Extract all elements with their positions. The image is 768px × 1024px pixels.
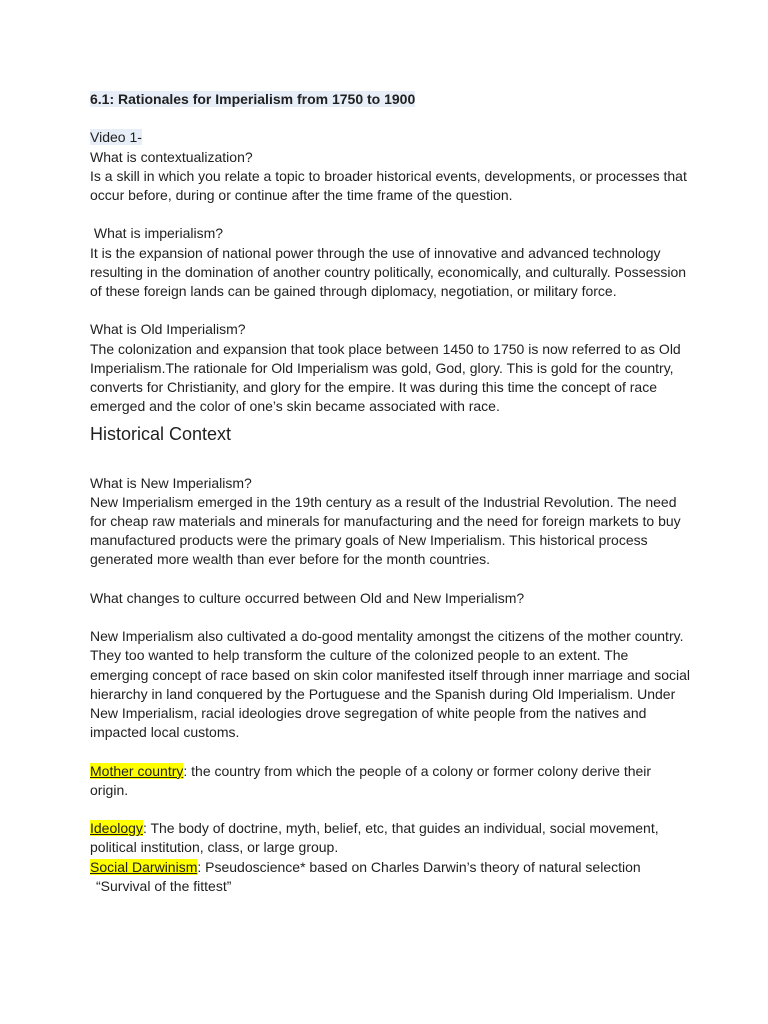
question-culture-changes: What changes to culture occurred between Old and New Imperialism? <box>90 589 525 606</box>
answer-culture-changes: New Imperialism also cultivated a do-good mentality amongst the citizens of the mother country. They too wanted to help transform the culture of the colonized people to an extent. The emerging concept of race based on skin color manifested itself through inner marriage and social hierarchy in land conquered by the Portuguese and the Spanish during Old Imperialism. Under New Imperialism, racial ideologies drove segregation of white people from the natives and impacted local customs. <box>90 628 690 741</box>
question-imperialism: What is imperialism? <box>90 225 224 242</box>
term-social-darwinism-definition: : Pseudoscience* based on Charles Darwin’s theory of natural selection <box>197 858 641 875</box>
spacer <box>90 454 690 473</box>
spacer <box>90 800 690 819</box>
term-social-darwinism <box>90 858 690 877</box>
section-heading-historical-context: Historical Context <box>90 424 232 445</box>
answer-contextualization: Is a skill in which you relate a topic to broader historical events, developments, or processes that occur before, during or continue after the time frame of the question. <box>90 167 687 203</box>
question-new-imperialism: What is New Imperialism? <box>90 474 252 491</box>
term-mother-country-definition: : the country from which the people of a colony or former colony derive their origin. <box>90 762 652 798</box>
spacer <box>90 742 690 761</box>
spacer <box>90 570 690 589</box>
page-title: 6.1: Rationales for Imperialism from 1750 to 1900 <box>90 91 416 107</box>
term-ideology-definition: : The body of doctrine, myth, belief, etc, that guides an individual, social movement, political institution, class, or large group. <box>90 820 659 856</box>
term-mother-country-label: Mother country <box>90 762 184 779</box>
survival-quote: “Survival of the fittest” <box>96 877 232 894</box>
term-ideology <box>90 819 690 857</box>
question-contextualization: What is contextualization? <box>90 148 253 165</box>
term-ideology-label: Ideology <box>90 820 143 837</box>
video-label: Video 1- <box>90 129 142 146</box>
spacer <box>90 109 690 128</box>
spacer <box>90 608 690 627</box>
document-page <box>90 90 690 896</box>
term-social-darwinism-label: Social Darwinism <box>90 858 198 875</box>
term-mother-country <box>90 762 690 800</box>
answer-imperialism: It is the expansion of national power through the use of innovative and advanced technology resulting in the domination of another country politically, economically, and culturally. Possession of these foreign lands can be gained through diplomacy, negotiation, or military force. <box>90 244 687 299</box>
answer-new-imperialism: New Imperialism emerged in the 19th century as a result of the Industrial Revolution. The need for cheap raw materials and minerals for manufacturing and the need for foreign markets to buy manufactured products were the primary goals of New Imperialism. This historical process generated more wealth than ever before for the month countries. <box>90 493 681 568</box>
video-label-line <box>90 128 690 147</box>
spacer <box>90 205 690 224</box>
title-line <box>90 90 690 109</box>
answer-old-imperialism: The colonization and expansion that took place between 1450 to 1750 is now referred to as Old Imperialism.The rationale for Old Imperialism was gold, God, glory. This is gold for the country, converts for Christianity, and glory for the empire. It was during this time the concept of race emerged and the color of one’s skin became associated with race. <box>90 340 681 415</box>
spacer <box>90 301 690 320</box>
question-old-imperialism: What is Old Imperialism? <box>90 321 246 338</box>
